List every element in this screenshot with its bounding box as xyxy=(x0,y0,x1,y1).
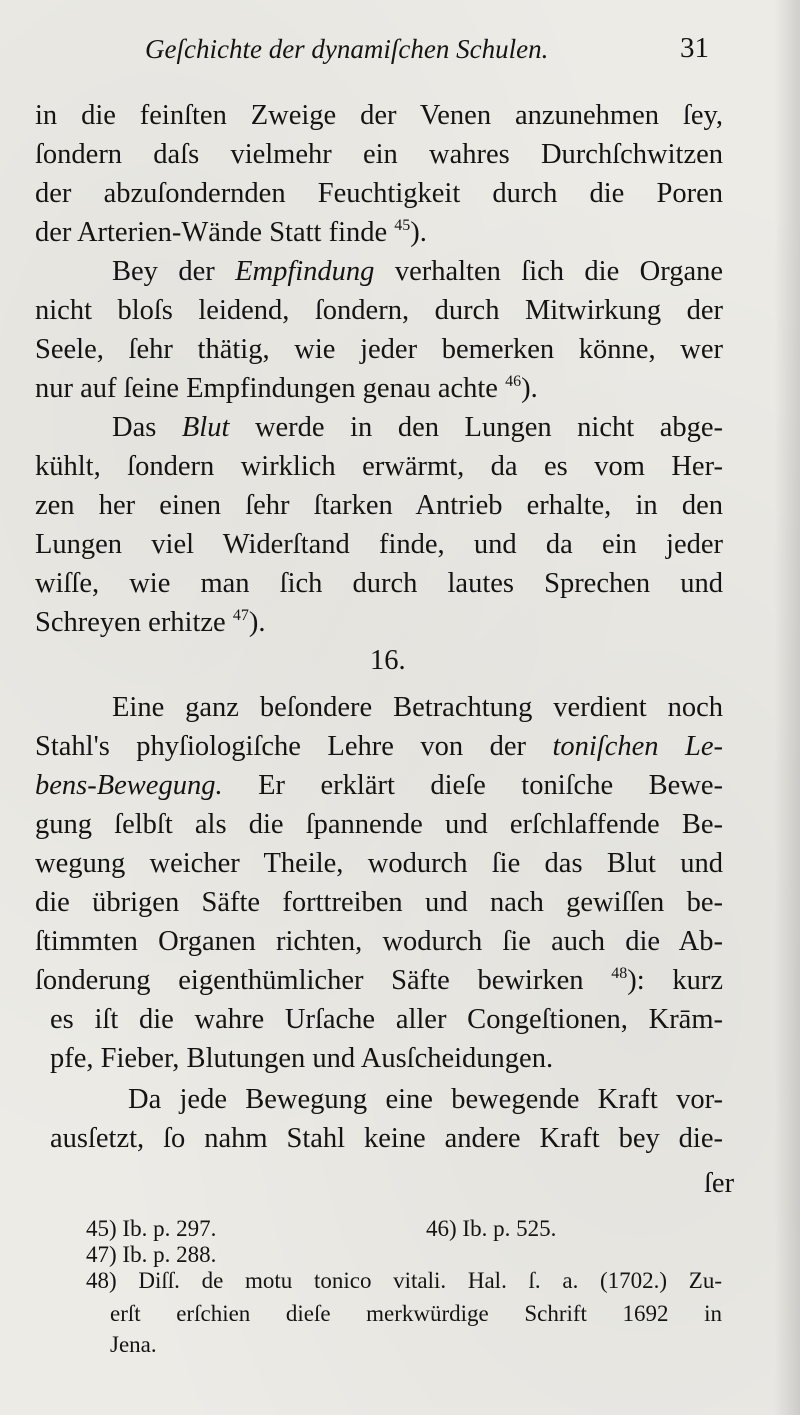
running-head-title: Geſchichte der dynamiſchen Schulen. xyxy=(145,34,549,64)
text-line: kühlt, ſondern wirklich erwärmt, da es vom Her- xyxy=(35,451,723,482)
text-line: die übrigen Säfte forttreiben und nach gewiſſen be- xyxy=(35,887,723,918)
text-segment: verhalten ſich die Organe xyxy=(374,256,723,287)
text-segment: Schreyen erhitze xyxy=(35,607,226,638)
footnote-48-end: Jena. xyxy=(110,1332,157,1357)
section-number: 16. xyxy=(370,645,406,676)
page-edge-shadow xyxy=(774,0,800,1415)
footnote-ref-48[interactable]: 48 xyxy=(611,965,628,982)
text-segment: Er erklärt dieſe toniſche Bewe- xyxy=(222,770,723,801)
text-line: wiſſe, wie man ſich durch lautes Sprechen und xyxy=(35,568,723,599)
text-segment: ). xyxy=(410,217,427,248)
text-line: gung ſelbſt als die ſpannende und erſchlaffende Be- xyxy=(35,809,723,840)
footnote-ref-46[interactable]: 46 xyxy=(505,373,522,390)
emphasis-blut: Blut xyxy=(181,412,230,443)
footnote-ref-45[interactable]: 45 xyxy=(394,217,411,234)
text-line: wegung weicher Theile, wodurch ſie das Blut und xyxy=(35,848,723,879)
text-line: zen her einen ſehr ſtarken Antrieb erhalte, in den xyxy=(35,490,723,521)
text-line: Da jede Bewegung eine bewegende Kraft vor- xyxy=(128,1084,723,1115)
text-line: nicht bloſs leidend, ſondern, durch Mitwirkung der xyxy=(35,295,723,326)
text-segment: werde in den Lungen nicht abge- xyxy=(229,412,723,443)
text-segment: ). xyxy=(248,607,266,638)
text-line xyxy=(35,766,723,806)
footnote-46: 46) Ib. p. 525. xyxy=(426,1216,557,1241)
text-line xyxy=(35,961,723,1001)
text-line: es iſt die wahre Urſache aller Congeſtionen, Krām- xyxy=(50,1004,723,1035)
text-segment: Stahl's phyſiologiſche Lehre von der xyxy=(35,731,553,762)
footnote-ref-47[interactable]: 47 xyxy=(232,607,249,624)
footnote-45: 45) Ib. p. 297. xyxy=(86,1216,217,1241)
text-segment: ſonderung eigenthümlicher Säfte bewirken xyxy=(35,965,584,996)
page-number: 31 xyxy=(680,32,709,64)
text-line xyxy=(112,252,723,292)
text-segment: Das xyxy=(112,412,182,443)
text-line xyxy=(35,213,723,253)
catchword: ſer xyxy=(704,1168,735,1199)
text-line: in die feinſten Zweige der Venen anzunehmen ſey, xyxy=(35,100,723,131)
text-line: Seele, ſehr thätig, wie jeder bemerken könne, wer xyxy=(35,334,723,365)
text-line: pfe, Fieber, Blutungen und Ausſcheidungen. xyxy=(50,1043,554,1074)
text-line: ausſetzt, ſo nahm Stahl keine andere Kraft bey die- xyxy=(50,1123,723,1154)
text-segment: der Arterien-Wände Statt finde xyxy=(35,217,388,248)
text-line: ſtimmten Organen richten, wodurch ſie auch die Ab- xyxy=(35,926,723,957)
text-line xyxy=(112,408,723,448)
text-line: Eine ganz beſondere Betrachtung verdient noch xyxy=(112,692,723,723)
emphasis-empfindung: Empfindung xyxy=(235,256,375,287)
footnote-47: 47) Ib. p. 288. xyxy=(86,1242,217,1267)
text-line xyxy=(35,369,723,409)
text-line: der abzuſondernden Feuchtigkeit durch die Poren xyxy=(35,178,723,209)
running-head xyxy=(0,28,800,68)
emphasis-tonischen: toniſchen Le- xyxy=(552,731,723,762)
footnote-48-continued: erſt erſchien dieſe merkwürdige Schrift 1692 in xyxy=(110,1301,722,1326)
emphasis-lebens-bewegung: bens-Bewegung. xyxy=(35,770,223,801)
text-line xyxy=(35,603,723,643)
text-line: Lungen viel Widerſtand finde, und da ein jeder xyxy=(35,529,723,560)
text-segment: nur auf ſeine Empfindungen genau achte xyxy=(35,373,498,404)
text-line: ſondern daſs vielmehr ein wahres Durchſchwitzen xyxy=(35,139,723,170)
text-segment: Bey der xyxy=(112,256,236,287)
text-line xyxy=(35,727,723,767)
footnote-48: 48) Diſſ. de motu tonico vitali. Hal. ſ. a. (1702.) Zu- xyxy=(86,1268,722,1293)
text-segment: ). xyxy=(521,373,538,404)
text-segment: ): kurz xyxy=(627,965,723,996)
